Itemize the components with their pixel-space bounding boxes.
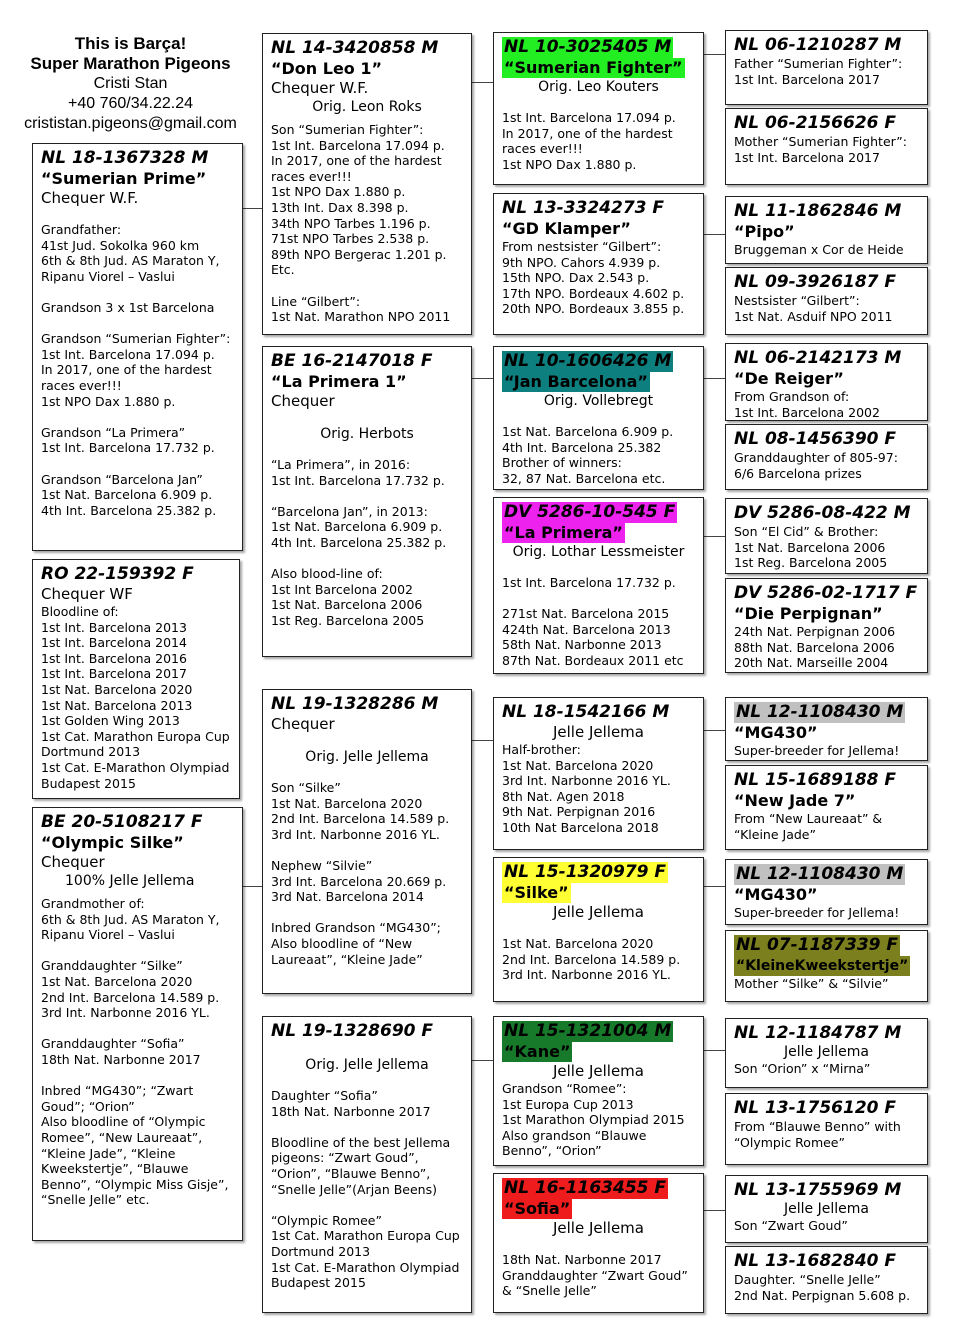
pigeon-info: From Grandson of: 1st Int. Barcelona 2002 — [734, 389, 880, 420]
ring-number: NL 13-1756120 F — [734, 1098, 897, 1118]
pigeon-name: “Sumerian Fighter” — [504, 58, 683, 77]
ring-number: NL 06-2156626 F — [734, 113, 897, 133]
pigeon-origin: Orig. Leo Kouters — [538, 79, 659, 95]
pigeon-card-gen2 — [262, 689, 472, 994]
breeder-email: crististan.pigeons@gmail.com — [24, 115, 237, 132]
pigeon-info: 1st Nat. Barcelona 2020 2nd Int. Barcelona 14.589 p. 3rd Int. Narbonne 2016 YL. — [502, 936, 681, 983]
pigeon-card-gen4 — [725, 498, 928, 574]
ring-number: NL 06-1210287 M — [734, 35, 902, 55]
ring-number: NL 09-3926187 F — [734, 272, 897, 292]
pigeon-info: Grandfather: 41st Jud. Sokolka 960 km 6th & 8th Jud. AS Maraton Y, Ripanu Viorel – Vaslui Grandson 3 x 1st Barcelona Grandson “Sumerian Fighter”: 1st Int. Barcelona 17.094 p. In 2017, one of the hardest races ever!!! 1st NPO Dax 1.880 p. Grandson “La Primera” 1st Int. Barcelona 17.732 p. Grandson “Barcelona Jan” 1st Nat. Barcelona 6.909 p. 4th Int. Barcelona 25.382 p. — [41, 222, 231, 518]
ring-number: NL 15-1320979 F — [504, 862, 667, 882]
ring-number: NL 10-3025405 M — [504, 37, 672, 57]
pigeon-info: Son “Zwart Goud” — [734, 1218, 848, 1233]
connector-line — [703, 730, 725, 731]
pigeon-card-gen4 — [725, 1246, 928, 1314]
pigeon-card-gen4 — [725, 30, 928, 105]
pigeon-origin: Orig. Herbots — [320, 426, 414, 442]
ring-number: NL 06-2142173 M — [734, 348, 902, 368]
pigeon-name: “Sofia” — [504, 1199, 571, 1218]
pigeon-card-gen3 — [493, 697, 704, 850]
pigeon-info: Bruggeman x Cor de Heide — [734, 242, 904, 257]
pigeon-card-gen3 — [493, 497, 704, 674]
connector-line — [703, 536, 725, 537]
pigeon-name: “Olympic Silke” — [41, 833, 184, 852]
ring-number: NL 12-1184787 M — [734, 1023, 902, 1043]
connector-line — [703, 54, 725, 55]
pigeon-color: Chequer W.F. — [41, 189, 139, 207]
pigeon-name: “Kane” — [504, 1042, 571, 1061]
pigeon-info: Daughter “Sofia” 18th Nat. Narbonne 2017 Bloodline of the best Jellema pigeons: “Zwart Goud”, “Orion”, “Blauwe Benno”, “Snelle Jelle”(Arjan Beens) “Olympic Romee” 1st Cat. Marathon Europa Cup Dortmund 2013 1st Cat. E-Marathon Olympiad Budapest 2015 — [271, 1088, 460, 1291]
pigeon-card-gen2 — [262, 346, 472, 657]
pigeon-info: Half-brother: 1st Nat. Barcelona 2020 3rd Int. Narbonne 2016 YL. 8th Nat. Agen 2018 9th Nat. Perpignan 2016 10th Nat Barcelona 2018 — [502, 742, 671, 835]
pigeon-name: “Pipo” — [734, 222, 795, 241]
ring-number: NL 13-1755969 M — [734, 1180, 902, 1200]
pigeon-info: Super-breeder for Jellema! — [734, 743, 900, 758]
pigeon-info: From “New Laureaat” & “Kleine Jade” — [734, 811, 883, 842]
ring-number: DV 5286-08-422 M — [734, 503, 911, 523]
ring-number: BE 16-2147018 F — [271, 351, 433, 371]
pigeon-card-gen3 — [493, 1016, 704, 1166]
connector-line — [703, 234, 725, 235]
pigeon-name: “MG430” — [734, 885, 818, 904]
pigeon-card-gen3 — [493, 32, 704, 185]
pigeon-info: Super-breeder for Jellema! — [734, 905, 900, 920]
pigeon-info: Nestsister “Gilbert”: 1st Nat. Asduif NPO 2011 — [734, 293, 893, 324]
pigeon-card-main — [32, 143, 243, 551]
header-title: This is Barça! — [74, 34, 187, 53]
pigeon-color: Jelle Jellema — [552, 1062, 644, 1080]
pigeon-card-gen4 — [725, 1093, 928, 1165]
pigeon-card-gen4 — [725, 578, 928, 673]
ring-number: NL 15-1321004 M — [504, 1021, 672, 1041]
pigeon-card-gen3 — [493, 1173, 704, 1313]
ring-number: NL 12-1108430 M — [736, 702, 904, 722]
pigeon-card-gen4 — [725, 267, 928, 335]
pigeon-name: “Die Perpignan” — [734, 604, 883, 623]
pigeon-info: 1st Int. Barcelona 17.732 p. 271st Nat. Barcelona 2015 424th Nat. Barcelona 2013 58th Nat. Narbonne 2013 87th Nat. Bordeaux 2011 etc — [502, 575, 684, 668]
pigeon-origin: Orig. Jelle Jellema — [305, 749, 429, 765]
pigeon-origin: Orig. Jelle Jellema — [305, 1057, 429, 1073]
pigeon-info: 1st Int. Barcelona 17.094 p. In 2017, one of the hardest races ever!!! 1st NPO Dax 1.880 p. — [502, 110, 676, 172]
pigeon-card-gen4 — [725, 930, 928, 1002]
connector-line — [703, 378, 725, 379]
connector-line — [471, 1060, 493, 1061]
pigeon-info: Grandmother of: 6th & 8th Jud. AS Maraton Y, Ripanu Viorel – Vaslui Granddaughter “Silke” 1st Nat. Barcelona 2020 2nd Int. Barcelona 14.589 p. 3rd Int. Narbonne 2016 YL. Granddaughter “Sofia” 18th Nat. Narbonne 2017 Inbred “MG430”; “Zwart Goud”; “Orion” Also bloodline of “Olympic Romee”, “New Laureaat”, “Kleine Jade”, “Kleine Kweekstertje”, “Blauwe Benno”, “Olympic Miss Gisje”, “Snelle Jelle” etc. — [41, 896, 229, 1208]
ring-number: NL 08-1456390 F — [734, 429, 897, 449]
pigeon-name: “La Primera” — [504, 523, 623, 542]
ring-number: DV 5286-02-1717 F — [734, 583, 918, 603]
ring-number: NL 13-1682840 F — [734, 1251, 897, 1271]
ring-number: NL 15-1689188 F — [734, 770, 897, 790]
pigeon-card-partner — [32, 559, 240, 799]
connector-line — [471, 82, 493, 83]
pigeon-color: Chequer WF — [41, 585, 133, 603]
pigeon-origin: Orig. Lothar Lessmeister — [512, 544, 685, 560]
ring-number: NL 07-1187339 F — [736, 935, 899, 955]
ring-number: NL 18-1542166 M — [502, 702, 670, 722]
pigeon-card-gen4 — [725, 1018, 928, 1088]
pigeon-name: “Sumerian Prime” — [41, 169, 207, 188]
pigeon-color: Jelle Jellema — [552, 723, 644, 741]
pigeon-name: “MG430” — [734, 723, 818, 742]
pigeon-info: Son “Orion” x “Mirna” — [734, 1061, 871, 1076]
pigeon-card-gen4 — [725, 108, 928, 185]
pigeon-color: Chequer — [271, 392, 335, 410]
pigeon-card-gen2 — [262, 1016, 472, 1313]
breeder-name: Cristi Stan — [93, 75, 168, 92]
pigeon-color: Chequer — [271, 715, 335, 733]
ring-number: BE 20-5108217 F — [41, 812, 203, 832]
pigeon-card-gen4 — [725, 765, 928, 850]
breeder-phone: +40 760/34.22.24 — [67, 95, 193, 112]
pigeon-name: “Don Leo 1” — [271, 59, 383, 78]
pigeon-info: Daughter. “Snelle Jelle” 2nd Nat. Perpignan 5.608 p. — [734, 1272, 911, 1303]
connector-line — [242, 208, 262, 209]
pigeon-name: “La Primera 1” — [271, 372, 407, 391]
pigeon-info: Father “Sumerian Fighter”: 1st Int. Barcelona 2017 — [734, 56, 903, 87]
ring-number: NL 16-1163455 F — [504, 1178, 667, 1198]
pigeon-origin: 100% Jelle Jellema — [65, 873, 195, 889]
pigeon-info: 24th Nat. Perpignan 2006 88th Nat. Barcelona 2006 20th Nat. Marseille 2004 — [734, 624, 896, 671]
connector-line — [703, 1050, 725, 1051]
pigeon-card-gen4 — [725, 1175, 928, 1243]
pigeon-info: From “Blauwe Benno” with “Olympic Romee” — [734, 1119, 901, 1150]
pigeon-card-gen4 — [725, 859, 928, 925]
pigeon-card-gen2 — [262, 33, 472, 335]
ring-number: NL 13-3324273 F — [502, 198, 665, 218]
connector-line — [703, 886, 725, 887]
pigeon-info: 1st Nat. Barcelona 6.909 p. 4th Int. Barcelona 25.382 Brother of winners: 32, 87 Nat. Barcelona etc. — [502, 424, 674, 486]
pigeon-card-gen4 — [725, 697, 928, 761]
pigeon-card-gen4 — [725, 343, 928, 421]
pigeon-color: Chequer — [41, 853, 105, 871]
pigeon-info: Mother “Silke” & “Silvie” — [734, 976, 889, 991]
pigeon-info: From nestsister “Gilbert”: 9th NPO. Cahors 4.939 p. 15th NPO. Dax 2.543 p. 17th NPO. Bordeaux 4.602 p. 20th NPO. Bordeaux 3.855 p. — [502, 239, 685, 317]
pigeon-info: Son “Sumerian Fighter”: 1st Int. Barcelona 17.094 p. In 2017, one of the hardest races ever!!! 1st NPO Dax 1.880 p. 13th Int. Dax 8.398 p. 34th NPO Tarbes 1.196 p. 71st NPO Tarbes 2.538 p. 89th NPO Bergerac 1.201 p. Etc. Line “Gilbert”: 1st Nat. Marathon NPO 2011 — [271, 122, 451, 325]
pigeon-origin: Orig. Vollebregt — [543, 393, 654, 409]
ring-number: NL 14-3420858 M — [271, 38, 439, 58]
ring-number: NL 12-1108430 M — [736, 864, 904, 884]
pigeon-color: Jelle Jellema — [552, 1219, 644, 1237]
pigeon-info: Granddaughter of 805-97: 6/6 Barcelona prizes — [734, 450, 898, 481]
pigeon-name: “Silke” — [504, 883, 569, 902]
connector-line — [242, 886, 262, 887]
ring-number: DV 5286-10-545 F — [504, 502, 676, 522]
pigeon-card-gen3 — [493, 193, 704, 335]
header-subtitle: Super Marathon Pigeons — [30, 54, 231, 73]
pigeon-name: “KleineKweekstertje” — [736, 958, 909, 974]
pigeon-info: “La Primera”, in 2016: 1st Int. Barcelona 17.732 p. “Barcelona Jan”, in 2013: 1st Nat. Barcelona 6.909 p. 4th Int. Barcelona 25.382 p. Also blood-line of: 1st Int Barcelona 2002 1st Nat. Barcelona 2006 1st Reg. Barcelona 2005 — [271, 457, 447, 628]
pigeon-color: Jelle Jellema — [784, 1044, 869, 1060]
ring-number: NL 10-1606426 M — [504, 351, 672, 371]
pigeon-info: Mother “Sumerian Fighter”: 1st Int. Barcelona 2017 — [734, 134, 907, 165]
pigeon-card-gen4 — [725, 196, 928, 264]
pigeon-card-gen3 — [493, 857, 704, 1002]
pigeon-info: Son “El Cid” & Brother: 1st Nat. Barcelona 2006 1st Reg. Barcelona 2005 — [734, 524, 888, 571]
pigeon-info: Son “Silke” 1st Nat. Barcelona 2020 2nd Int. Barcelona 14.589 p. 3rd Int. Narbonne 2016 YL. Nephew “Silvie” 3rd Int. Barcelona 20.669 p. 3rd Nat. Barcelona 2014 Inbred Grandson “MG430”; Also bloodline of “New Laureaat”, “Kleine Jade” — [271, 780, 450, 967]
pigeon-color: Jelle Jellema — [784, 1201, 869, 1217]
pigeon-info: Bloodline of: 1st Int. Barcelona 2013 1st Int. Barcelona 2014 1st Int. Barcelona 2016 1st Int. Barcelona 2017 1st Nat. Barcelona 2020 1st Nat. Barcelona 2013 1st Golden Wing 2013 1st Cat. Marathon Europa Cup Dortmund 2013 1st Cat. E-Marathon Olympiad Budapest 2015 — [41, 604, 230, 791]
pigeon-card-gen3 — [493, 346, 704, 490]
ring-number: RO 22-159392 F — [41, 564, 194, 584]
ring-number: NL 18-1367328 M — [41, 148, 209, 168]
ring-number: NL 19-1328690 F — [271, 1021, 434, 1041]
pigeon-name: “New Jade 7” — [734, 791, 856, 810]
pigeon-origin: Orig. Leon Roks — [312, 99, 422, 115]
pigeon-name: “GD Klamper” — [502, 219, 631, 238]
pigeon-info: Grandson “Romee”: 1st Europa Cup 2013 1st Marathon Olympiad 2015 Also grandson “Blauwe Benno”, “Orion” — [502, 1081, 685, 1159]
pigeon-info: 18th Nat. Narbonne 2017 Granddaughter “Zwart Goud” & “Snelle Jelle” — [502, 1252, 688, 1299]
pigeon-card-mother — [32, 807, 243, 1241]
pigeon-color: Chequer W.F. — [271, 79, 369, 97]
pigeon-name: “De Reiger” — [734, 369, 844, 388]
pigeon-color: Jelle Jellema — [552, 903, 644, 921]
connector-line — [471, 740, 493, 741]
pigeon-card-gen4 — [725, 424, 928, 490]
ring-number: NL 19-1328286 M — [271, 694, 439, 714]
connector-line — [471, 378, 493, 379]
breeder-header — [18, 34, 243, 134]
connector-line — [703, 1210, 725, 1211]
ring-number: NL 11-1862846 M — [734, 201, 902, 221]
pigeon-name: “Jan Barcelona” — [504, 372, 648, 391]
